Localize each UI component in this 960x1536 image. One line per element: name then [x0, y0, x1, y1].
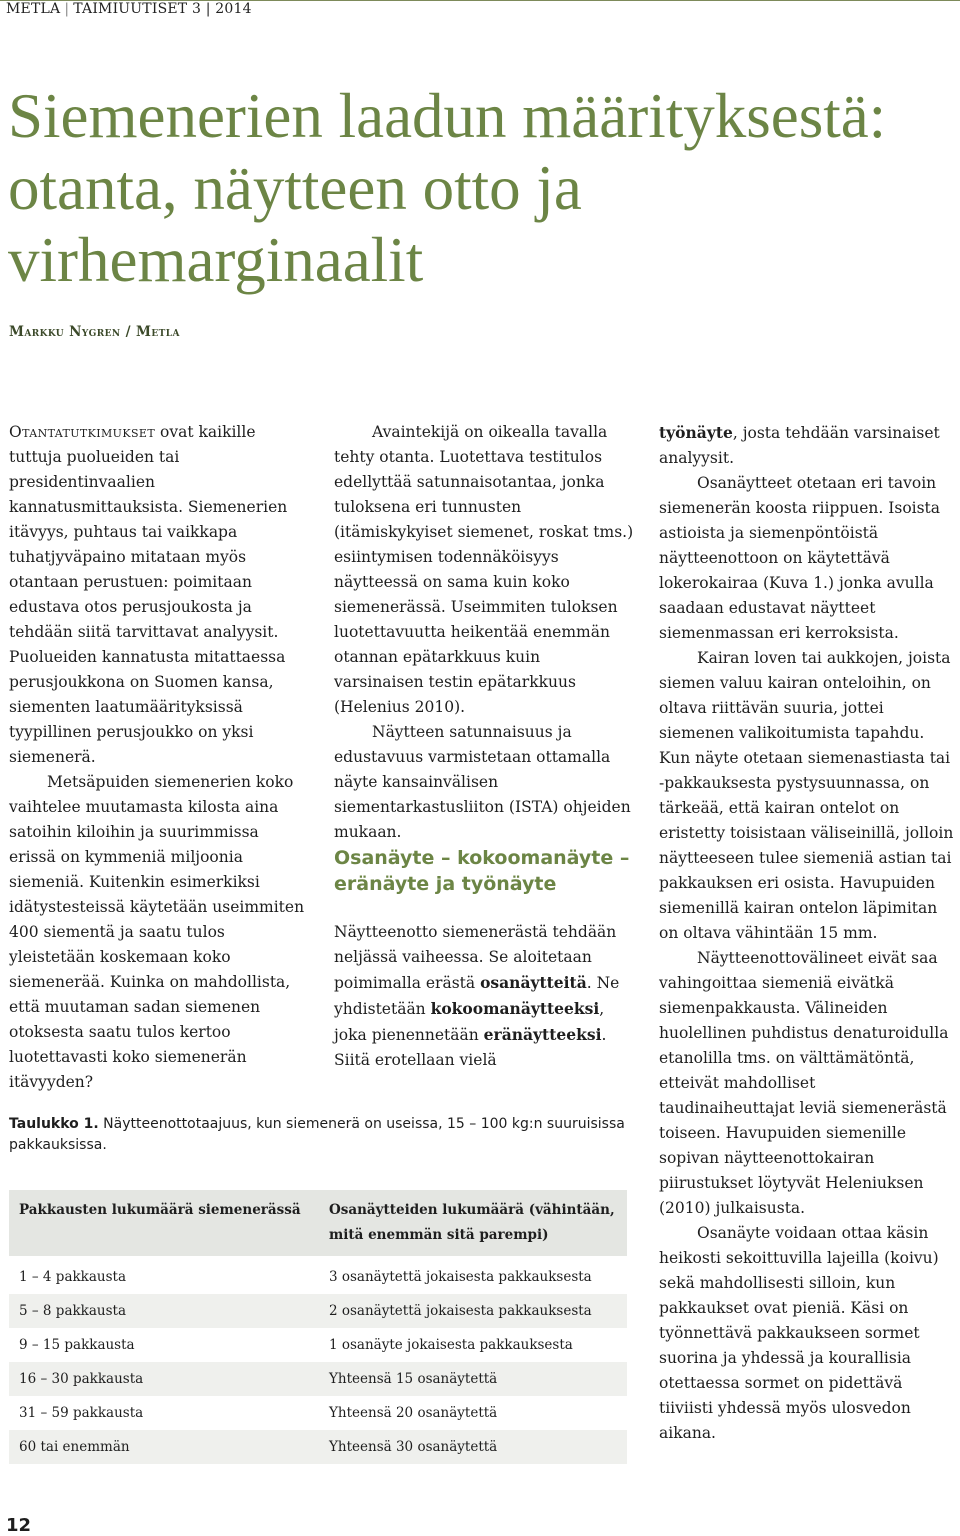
paragraph	[9, 420, 307, 770]
table-cell: Yhteensä 20 osanäytettä	[329, 1405, 498, 1421]
table-row	[9, 1294, 627, 1328]
table-cell: 9 – 15 pakkausta	[19, 1337, 135, 1353]
table-header-cell: Pakkausten lukumäärä siemenerässä	[9, 1190, 319, 1256]
paragraph-text: , joka pienennetään	[334, 1000, 605, 1044]
paragraph: Osanäyte voidaan ottaa käsin heikosti sekoittuvilla lajeilla (koivu) sekä mahdollisesti silloin, kun pakkaukset ovat pieniä. Käsi on työnnettävä pakkaukseen sormet suorina ja yhdessä ja kourallisia otettaessa sormet on pidettävä tiiviisti yhdessä myös ulosvedon aikana.	[659, 1224, 939, 1442]
publication-name: METLA	[6, 1, 61, 17]
term-bold: työnäyte	[659, 423, 733, 442]
table-row	[9, 1430, 627, 1464]
paragraph-text: ovat kaikille tuttuja puolueiden tai presidentinvaalien kannatusmittauksista. Siemenerien itävyys, puhtaus tai vaikkapa tuhatjyväpaino mitataan myös otantaan perustuen: poimitaan edustava otos perusjoukosta ja tehdään siitä tarvittavat analyysit. Puolueiden kannatusta mitattaessa perusjoukkona on Suomen kansa, siementen laatumäärityksissä tyypillinen perusjoukko on yksi siemenerä.	[9, 423, 288, 766]
table-row	[9, 1260, 627, 1294]
paragraph: Näytteen satunnaisuus ja edustavuus varmistetaan ottamalla näyte kansainvälisen siementarkastusliiton (ISTA) ohjeiden mukaan.	[334, 723, 631, 841]
term-bold: eränäytteeksi	[483, 1025, 602, 1044]
table-cell: Yhteensä 15 osanäytettä	[319, 1362, 627, 1396]
term-bold: kokoomanäytteeksi	[430, 999, 600, 1018]
caption-text: Näytteenottotaajuus, kun siemenerä on useissa, 15 – 100 kg:n suuruisissa pakkauksissa.	[9, 1116, 625, 1153]
body-column-2	[334, 420, 634, 845]
table-caption	[9, 1114, 629, 1156]
table-cell: 1 osanäyte jokaisesta pakkauksesta	[329, 1337, 573, 1353]
table-cell: 3 osanäytettä jokaisesta pakkauksesta	[329, 1269, 592, 1285]
paragraph	[334, 920, 634, 1073]
section-subheading: Osanäyte – kokoomanäyte – eränäyte ja työnäyte	[334, 847, 630, 895]
body-column-3	[659, 420, 955, 1446]
paragraph	[659, 420, 955, 471]
term-bold: osanäytteitä	[480, 973, 587, 992]
body-column-1	[9, 420, 307, 1095]
running-header	[6, 1, 252, 17]
table-header-cell: Osanäytteiden lukumäärä (vähintään, mitä enemmän sitä parempi)	[319, 1190, 627, 1256]
table-cell: 5 – 8 pakkausta	[9, 1294, 319, 1328]
issue-number: 3 | 2014	[191, 1, 252, 17]
page-number: 12	[6, 1515, 32, 1536]
table-row	[9, 1328, 627, 1362]
table-cell: Yhteensä 30 osanäytettä	[319, 1430, 627, 1464]
table-row	[9, 1396, 627, 1430]
table-cell: 1 – 4 pakkausta	[19, 1269, 126, 1285]
article-author: Markku Nygren / Metla	[9, 324, 180, 340]
article-title: Siemenerien laadun määrityksestä: otanta, näytteen otto ja virhemarginaalit	[8, 81, 887, 295]
caption-label: Taulukko 1.	[9, 1116, 99, 1132]
table-cell: 31 – 59 pakkausta	[19, 1405, 144, 1421]
paragraph-text: . Siitä erotellaan vielä	[334, 1026, 607, 1069]
series-name: TAIMIUUTISET	[73, 1, 188, 17]
paragraph-text: . Ne yhdistetään	[334, 974, 620, 1018]
table-row	[9, 1362, 627, 1396]
header-separator: |	[64, 1, 70, 17]
paragraph: Osanäytteet otetaan eri tavoin siemenerän koosta riippuen. Isoista astioista ja siemenpöntöistä näytteenottoon on käytettävä lokerokairaa (Kuva 1.) jonka avulla saadaan edustavat näytteet siemenmassan eri kerroksista.	[659, 474, 941, 642]
paragraph: Metsäpuiden siemenerien koko vaihtelee muutamasta kilosta aina satoihin kiloihin ja suurimmissa erissä on kymmeniä miljoonia siemeniä. Kuitenkin esimerkiksi idätystesteissä käytetään useimmiten 400 siementä ja saatu tulos yleistetään koskemaan koko siemenerää. Kuinka on mahdollista, että muutaman sadan siemenen otoksesta saatu tulos kertoo luotettavasti koko siemenerän itävyyden?	[9, 773, 305, 1091]
sampling-table	[9, 1190, 627, 1464]
table-header-row	[9, 1190, 627, 1256]
table-cell: 60 tai enemmän	[9, 1430, 319, 1464]
paragraph: Avaintekijä on oikealla tavalla tehty otanta. Luotettava testitulos edellyttää satunnaisotantaa, jonka tuloksena eri tunnusten (itämiskykyiset siemenet, roskat tms.) esiintymisen todennäköisyys näytteessä on sama kuin koko siemenerässä. Useimmiten tuloksen luotettavuutta heikentää enemmän otannan epätarkkuus kuin varsinaisen testin epätarkkuus (Helenius 2010).	[334, 423, 634, 716]
table-cell: 2 osanäytettä jokaisesta pakkauksesta	[319, 1294, 627, 1328]
body-column-2-continued	[334, 920, 634, 1073]
paragraph: Näytteenottovälineet eivät saa vahingoittaa siemeniä eivätkä siemenpakkausta. Välineiden huolellinen puhdistus denaturoidulla etanolilla tms. on välttämätöntä, etteivät mahdolliset taudinaiheuttajat leviä siemenerästä toiseen. Havupuiden siemenille sopivan näytteenottokairan piirustukset löytyvät Heleniuksen (2010) julkaisusta.	[659, 949, 949, 1217]
paragraph-text: , josta tehdään varsinaiset analyysit.	[659, 424, 940, 467]
paragraph: Kairan loven tai aukkojen, joista siemen valuu kairan onteloihin, on oltava riittävän suuria, jottei siemenen valikoitumista tapahdu. Kun näyte otetaan siemenastiasta tai -pakkauksesta pystysuunnassa, on tärkeää, että kairan ontelot on eristetty toisistaan väliseinillä, jolloin näytteeseen tulee siemeniä astian tai pakkauksen eri osista. Havupuiden siemenillä kairan ontelon läpimitan on oltava vähintään 15 mm.	[659, 649, 954, 942]
lead-in-text: Otantatutkimukset	[9, 423, 156, 441]
paragraph-text: Näytteenotto siemenerästä tehdään neljässä vaiheessa. Se aloitetaan poimimalla erästä	[334, 923, 617, 992]
table-cell: 16 – 30 pakkausta	[9, 1362, 319, 1396]
